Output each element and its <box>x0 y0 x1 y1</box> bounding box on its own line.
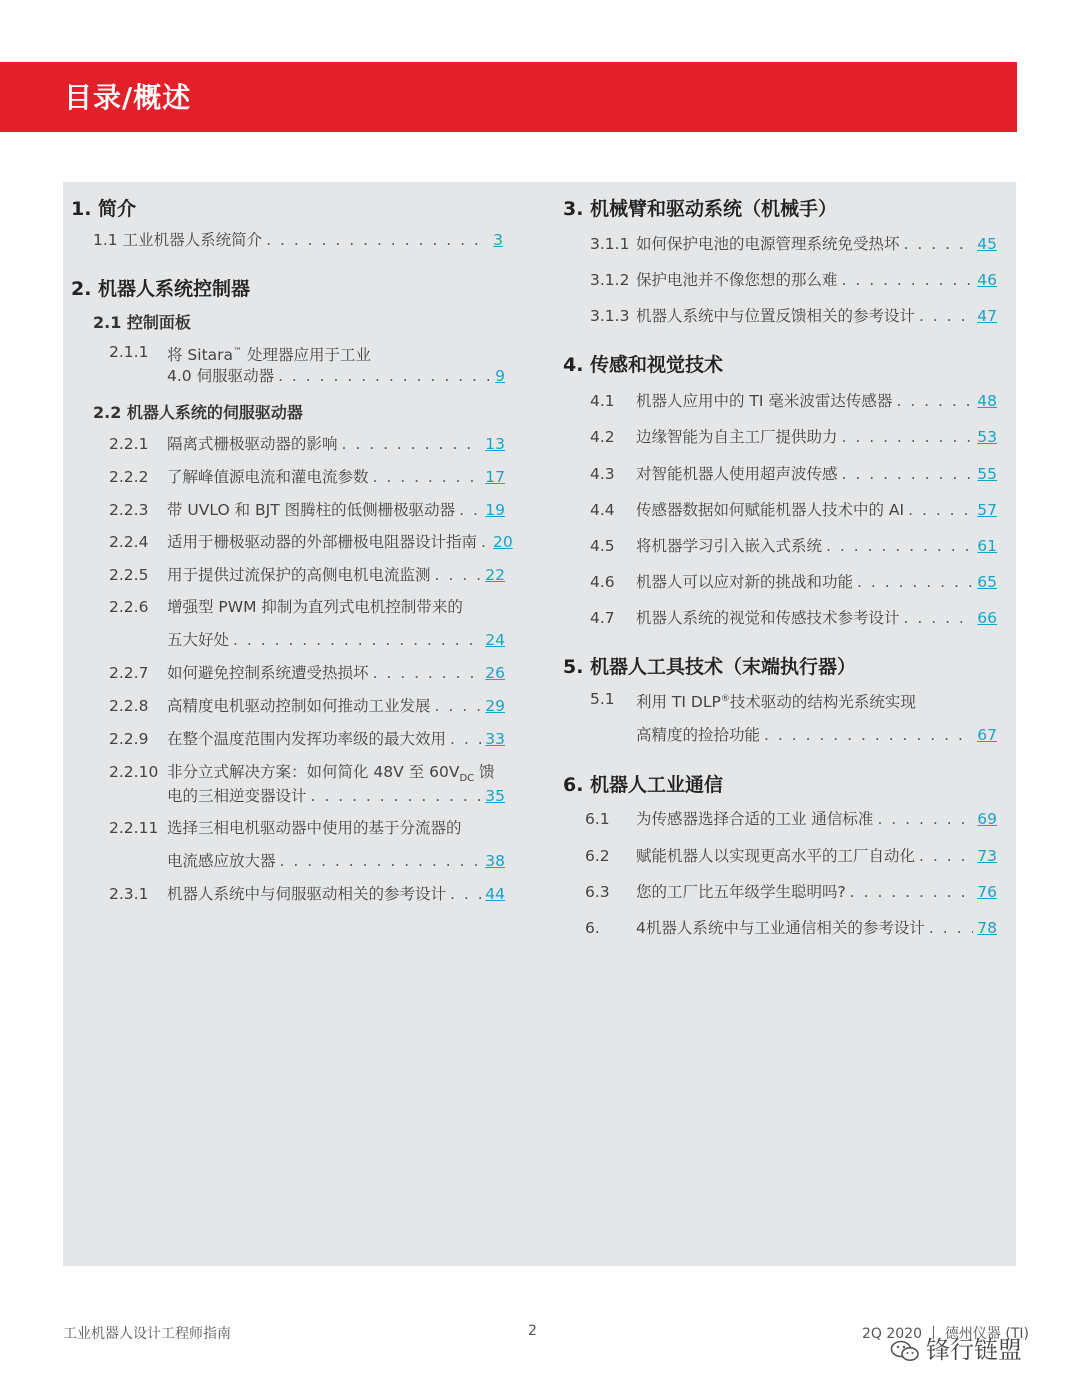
page-link[interactable]: 65 <box>977 573 997 591</box>
leader-dots <box>904 606 974 630</box>
page-link[interactable]: 3 <box>493 231 503 249</box>
page-link[interactable]: 20 <box>493 533 513 551</box>
section-heading-3: 3. 机械臂和驱动系统（机械手） <box>563 198 838 220</box>
leader-dots <box>373 465 482 489</box>
page-link[interactable]: 33 <box>485 730 505 748</box>
page-link[interactable]: 76 <box>977 883 997 901</box>
toc-entry-2-2-11[interactable]: 2.2.11 选择三相电机驱动器中使用的基于分流器的 电流感应放大器 . . . 38 <box>109 816 505 874</box>
section-heading-5: 5. 机器人工具技术（末端执行器） <box>563 656 857 678</box>
leader-dots <box>435 694 482 718</box>
page-link[interactable]: 45 <box>977 235 997 253</box>
page-link[interactable]: 44 <box>485 885 505 903</box>
leader-dots <box>919 304 973 328</box>
leader-dots <box>278 364 491 388</box>
footer-page-number: 2 <box>528 1323 537 1339</box>
leader-dots <box>850 880 974 904</box>
page-link[interactable]: 73 <box>977 847 997 865</box>
page-link[interactable]: 67 <box>977 726 997 744</box>
page-link[interactable]: 22 <box>485 566 505 584</box>
leader-dots <box>929 916 973 940</box>
page-link[interactable]: 17 <box>485 468 505 486</box>
toc-entry-2-1-1[interactable]: 2.1.1 将 Sitara™ 处理器应用于工业 4.0 伺服驱动器 . . . 9 <box>109 340 505 390</box>
page-link[interactable]: 9 <box>495 367 505 385</box>
page-link[interactable]: 46 <box>977 271 997 289</box>
page-title: 目录/概述 <box>64 81 192 114</box>
page-link[interactable]: 55 <box>977 465 997 483</box>
leader-dots <box>435 563 482 587</box>
leader-dots <box>842 462 974 486</box>
leader-dots <box>919 844 973 868</box>
page-link[interactable]: 78 <box>977 919 997 937</box>
leader-dots <box>311 784 482 808</box>
leader-dots <box>342 432 482 456</box>
subsection-heading-2-2: 2.2 机器人系统的伺服驱动器 <box>93 403 303 422</box>
leader-dots <box>450 727 481 751</box>
leader-dots <box>481 530 489 554</box>
toc-entry-2-2-6[interactable]: 2.2.6 增强型 PWM 抑制为直列式电机控制带来的 五大好处 . . . 24 <box>109 595 505 651</box>
leader-dots <box>842 268 974 292</box>
page-link[interactable]: 35 <box>485 787 505 805</box>
page-link[interactable]: 24 <box>485 631 505 649</box>
subsection-heading-2-1: 2.1 控制面板 <box>93 313 191 332</box>
page-link[interactable]: 26 <box>485 664 505 682</box>
page-link[interactable]: 48 <box>977 392 997 410</box>
footer-document-title: 工业机器人设计工程师指南 <box>63 1326 231 1342</box>
leader-dots <box>266 228 489 252</box>
section-heading-6: 6. 机器人工业通信 <box>563 774 724 796</box>
footer-publisher: 2Q 2020 丨 德州仪器 (TI) <box>862 1326 1029 1342</box>
toc-panel: 1. 简介 1.1 工业机器人系统简介 . . . 3 2. 机器人系统控制器 2.1 控制面板 2.1.1 将 Sitara™ 处理器应用于工业 4.0 伺服驱动器 . . . 9 2.2 机器人系统的伺服驱动器 2.2.1 隔离式栅极驱动器的影响 . . . 13 2.2.2 了解峰值源电流和灌电流参数 . . . 17 2.2.3 带 UVLO 和 BJT 图腾柱的低侧栅极驱动器 . . . 19 2.2.4 适用于栅极驱动器的外部栅极电阻器设计指南 . . . 20 2.2.5 用于提供过流保护的高侧电机电流监测 . . . 22 2.2.6 增强型 PWM 抑制为直列式电机控制带来的 五大好处 . . . 24 2.2.7 如何避免控制系统遭受热损坏 . . . 26 2.2.8 高精度电机驱动控制如何推动工业发展 . . . 29 2.2.9 在整个温度范围内发挥功率级的最大效用 . . . 33 2.2.10 非分立式解决方案：如何简化 48V 至 $60V_{DC}$ 馈 电的三相逆变器设计 . . . 35 2.2.11 选择三相电机驱动器中使用的基于分流器的 电流感应放大器 . . . 38 2.3.1 机器人系统中与伺服驱动相关的参考设计 . . . 44 3. 机械臂和驱动系统（机械手） 3.1.1 如何保护电池的电源管理系统免受热坏 . . . 45 3.1.2 保护电池并不像您想的那么难 . . . 46 3.1.3 机器人系统中与位置反馈相关的参考设计 . . . 47 4. 传感和视觉技术 4.1 机器人应用中的 TI 毫米波雷达传感器 . . . 48 4.2 边缘智能为自主工厂提供助力 . . . 53 4.3 对智能机器人使用超声波传感 . . . 55 4.4 传感器数据如何赋能机器人技术中的 AI . . . 57 4.5 将机器学习引入嵌入式系统 . . . 61 4.6 机器人可以应对新的挑战和功能 . . . 65 4.7 机器人系统的视觉和传感技术参考设计 . . . 66 5. 机器人工具技术（末端执行器） 5.1 利用 TI DLP®技术驱动的结构光系统实现 高精度的捡拾功能 . . . 67 6. 机器人工业通信 6.1 为传感器选择合适的工业 通信标准 . . . 69 6.2 赋能机器人以实现更高水平的工厂自动化 . . . 73 6.3 您的工厂比五年级学生聪明吗? . . . 76 6. 4机器人系统中与工业通信相关的参考设计 . . . 78 <box>63 182 1016 1266</box>
leader-dots <box>233 628 481 652</box>
page-link[interactable]: 47 <box>977 307 997 325</box>
page-link[interactable]: 61 <box>977 537 997 555</box>
leader-dots <box>373 661 482 685</box>
leader-dots <box>280 849 482 873</box>
watermark-text: 锋行链盟 <box>926 1336 1022 1364</box>
wechat-icon <box>890 1340 920 1362</box>
page-link[interactable]: 53 <box>977 428 997 446</box>
section-heading-1: 1. 简介 <box>71 198 137 220</box>
leader-dots <box>908 498 973 522</box>
page-link[interactable]: 19 <box>485 501 505 519</box>
leader-dots <box>896 389 973 413</box>
page-link[interactable]: 38 <box>485 852 505 870</box>
leader-dots <box>904 232 974 256</box>
section-heading-4: 4. 传感和视觉技术 <box>563 354 724 376</box>
page-link[interactable]: 69 <box>977 810 997 828</box>
leader-dots <box>459 498 481 522</box>
page-link[interactable]: 66 <box>977 609 997 627</box>
header-banner <box>0 62 1017 132</box>
page-link[interactable]: 57 <box>977 501 997 519</box>
toc-entry-5-1[interactable]: 5.1 利用 TI DLP®技术驱动的结构光系统实现 高精度的捡拾功能 . . . 67 <box>590 687 997 747</box>
leader-dots <box>842 425 974 449</box>
leader-dots <box>450 882 481 906</box>
page-link[interactable]: 13 <box>485 435 505 453</box>
page-link[interactable]: 29 <box>485 697 505 715</box>
leader-dots <box>826 534 973 558</box>
toc-entry-2-2-10[interactable]: 2.2.10 非分立式解决方案：如何简化 48V 至 $60V_{DC}$ 馈 电的三相逆变器设计 . . . 35 <box>109 760 505 810</box>
leader-dots <box>877 807 973 831</box>
watermark <box>890 1330 1022 1365</box>
section-heading-2: 2. 机器人系统控制器 <box>71 278 251 300</box>
leader-dots <box>764 723 973 747</box>
leader-dots <box>857 570 973 594</box>
